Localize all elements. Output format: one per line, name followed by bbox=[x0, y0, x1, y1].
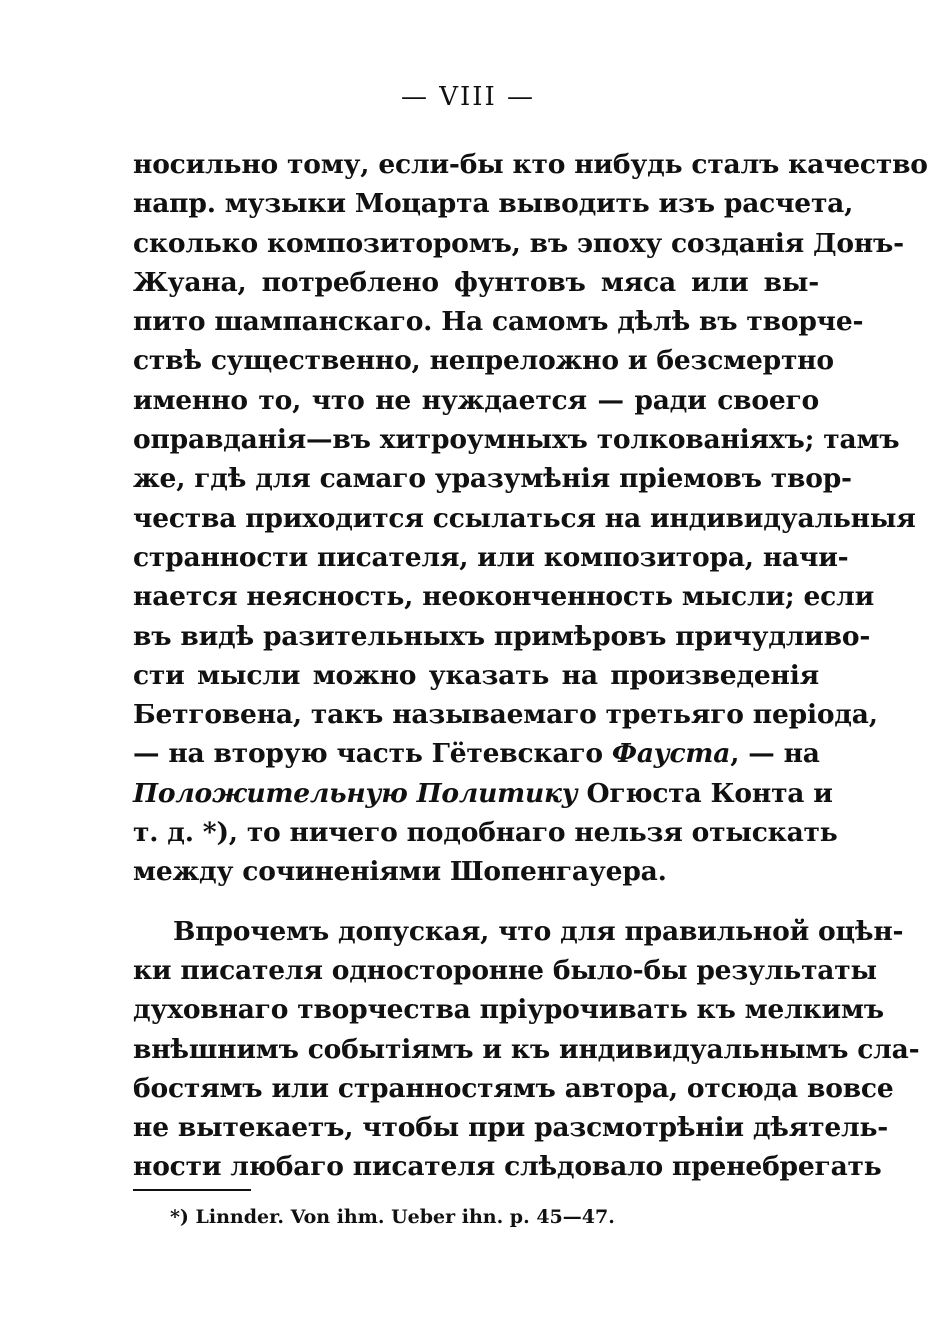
text-line: носильно тому, если-бы кто нибудь сталъ качество bbox=[133, 149, 928, 180]
comte-title: Положительную Политику bbox=[133, 777, 578, 809]
text-line: чества приходится ссылаться на индивидуальныя bbox=[133, 502, 916, 534]
text-line: нается неясность, неоконченность мысли; если bbox=[133, 581, 875, 613]
text-line: же, гдѣ для самаго уразумѣнія пріемовъ твор- bbox=[133, 463, 852, 495]
faust-title: Фауста bbox=[611, 738, 731, 770]
text-line: Жуана, потреблено фунтовъ мяса или вы- bbox=[133, 266, 819, 298]
comte-after: Огюста Конта и bbox=[577, 777, 833, 809]
text-line: въ видѣ разительныхъ примѣровъ причудливо- bbox=[133, 620, 871, 652]
body-text bbox=[133, 145, 928, 1187]
text-line: именно то, что не нуждается — ради своего bbox=[133, 384, 819, 416]
text-line: т. д. *), то ничего подобнаго нельзя отыскать bbox=[133, 817, 838, 849]
text-line: оправданія—въ хитроумныхъ толкованіяхъ; тамъ bbox=[133, 424, 900, 456]
text-line: сти мысли можно указать на произведенія bbox=[133, 659, 819, 691]
text-line-last: между сочиненіями Шопенгауера. bbox=[133, 856, 667, 888]
text-line: напр. музыки Моцарта выводить изъ расчета, bbox=[133, 188, 854, 220]
text-line: не вытекаетъ, чтобы при разсмотрѣніи дѣятель- bbox=[133, 1112, 889, 1144]
text-line: сколько композиторомъ, въ эпоху созданія Донъ- bbox=[133, 227, 904, 259]
footnote: *) Linnder. Von ihm. Ueber ihn. p. 45—47. bbox=[170, 1206, 615, 1228]
faust-after: , — на bbox=[730, 738, 820, 770]
text-line: внѣшнимъ событіямъ и къ индивидуальнымъ сла- bbox=[133, 1033, 920, 1065]
text-line: Бетговена, такъ называемаго третьяго періода, bbox=[133, 699, 878, 731]
text-line: странности писателя, или композитора, начи- bbox=[133, 541, 849, 573]
text-line: ности любаго писателя слѣдовало пренебрегать bbox=[133, 1151, 882, 1183]
text-line-faust bbox=[133, 734, 819, 773]
text-line: пито шампанскаго. На самомъ дѣлѣ въ творче- bbox=[133, 306, 864, 338]
text-line: ствѣ существенно, непреложно и безсмертно bbox=[133, 345, 834, 377]
paragraph-gap bbox=[133, 892, 819, 912]
text-line-comte bbox=[133, 774, 833, 813]
page-number-header: — VIII — bbox=[400, 82, 536, 112]
text-line: ки писателя односторонне было-бы результаты bbox=[133, 954, 877, 986]
text-line: духовнаго творчества пріурочивать къ мелкимъ bbox=[133, 994, 884, 1026]
text-line: бостямъ или странностямъ автора, отсюда вовсе bbox=[133, 1072, 894, 1104]
text-line-indent: Впрочемъ допуская, что для правильной оцѣн- bbox=[173, 915, 904, 947]
footnote-divider bbox=[133, 1189, 251, 1191]
faust-before: — на вторую часть Гётевскаго bbox=[133, 738, 612, 770]
